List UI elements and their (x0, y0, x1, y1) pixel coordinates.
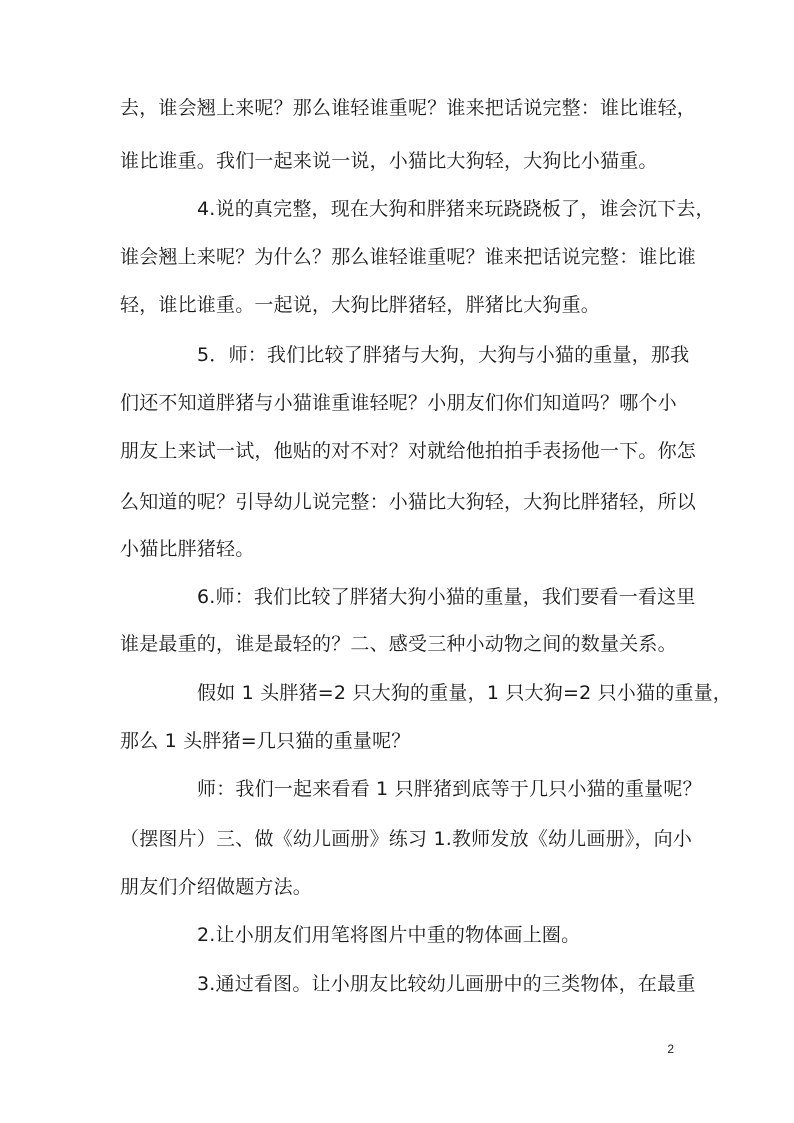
text-line: 6.师：我们比较了胖猪大狗小猫的重量，我们要看一看这里 (197, 586, 696, 608)
text-line: 谁比谁重。我们一起来说一说，小猫比大狗轻，大狗比小猫重。 (120, 150, 658, 172)
text-line: 轻，谁比谁重。一起说，大狗比胖猪轻，胖猪比大狗重。 (120, 294, 601, 316)
text-line: 谁会翘上来呢？为什么？那么谁轻谁重呢？谁来把话说完整：谁比谁 (120, 246, 697, 268)
text-line: 谁是最重的，谁是最轻的？二、感受三种小动物之间的数量关系。 (120, 633, 677, 655)
text-line: 朋友上来试一试，他贴的对不对？对就给他拍拍手表扬他一下。你怎 (120, 440, 697, 462)
text-line: 假如 1 头胖猪=2 只大狗的重量，1 只大狗=2 只小猫的重量， (197, 682, 732, 704)
text-line: 小猫比胖猪轻。 (120, 538, 255, 560)
text-line: 3.通过看图。让小朋友比较幼儿画册中的三类物体，在最重 (197, 973, 696, 995)
text-line: （摆图片）三、做《幼儿画册》练习 1.教师发放《幼儿画册》，向小 (120, 828, 693, 850)
text-line: 4.说的真完整，现在大狗和胖猪来玩跷跷板了，谁会沉下去， (197, 198, 715, 220)
text-line: 5．师：我们比较了胖猪与大狗，大狗与小猫的重量，那我 (197, 344, 690, 366)
text-line: 师：我们一起来看看 1 只胖猪到底等于几只小猫的重量呢？ (197, 778, 702, 800)
text-line: 么知道的呢？引导幼儿说完整：小猫比大狗轻，大狗比胖猪轻，所以 (120, 491, 697, 513)
page-number: 2 (667, 1042, 674, 1056)
text-line: 去，谁会翘上来呢？那么谁轻谁重呢？谁来把话说完整：谁比谁轻， (120, 97, 697, 119)
text-line: 那么 1 头胖猪=几只猫的重量呢？ (120, 730, 411, 752)
text-line: 朋友们介绍做题方法。 (120, 876, 313, 898)
text-line: 们还不知道胖猪与小猫谁重谁轻呢？小朋友们你们知道吗？哪个小 (120, 392, 677, 414)
text-line: 2.让小朋友们用笔将图片中重的物体画上圈。 (197, 924, 581, 946)
